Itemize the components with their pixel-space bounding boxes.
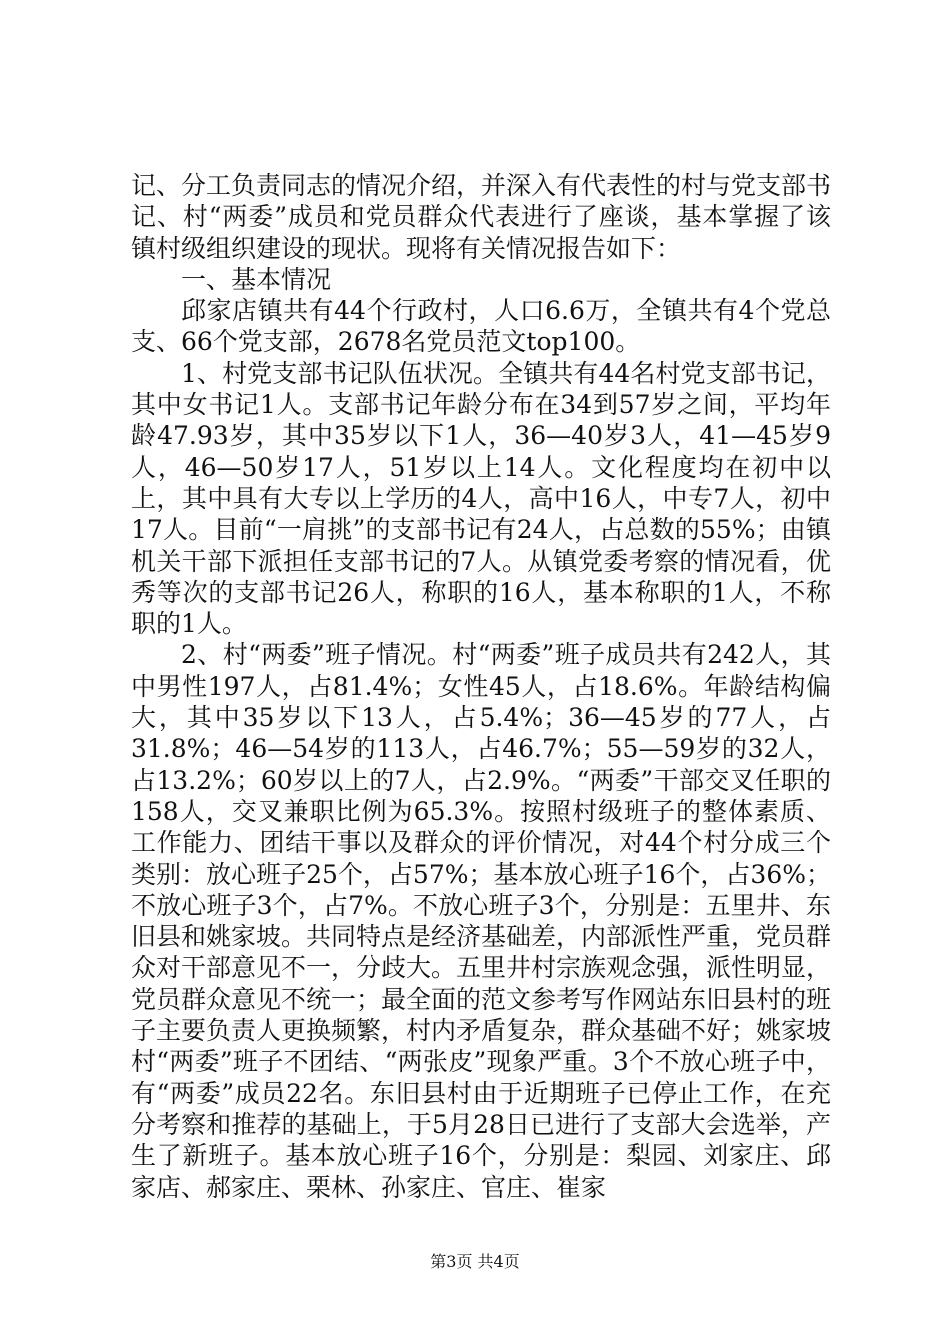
paragraph-two-committees: 2、村“两委”班子情况。村“两委”班子成员共有242人，其中男性197人，占81.4%；女性45人，占18.6%。年龄结构偏大，其中35岁以下13人，占5.4%；36—45岁的77人，占31.8%；46—54岁的113人，占46.7%；55—59岁的32人，占13.2%；60岁以上的7人，占2.9%。“两委”干部交叉任职的158人，交叉兼职比例为65.3%。按照村级班子的整体素质、工作能力、团结干事以及群众的评价情况，对44个村分成三个类别：放心班子25个，占57%；基本放心班子16个，占36%；不放心班子3个，占7%。不放心班子3个，分别是：五里井、东旧县和姚家坡。共同特点是经济基础差，内部派性严重，党员群众对干部意见不一，分歧大。五里井村宗族观念强，派性明显，党员群众意见不统一；最全面的范文参考写作网站东旧县村的班子主要负责人更换频繁，村内矛盾复杂，群众基础不好；姚家坡村“两委”班子不团结、“两张皮”现象严重。3个不放心班子中，有“两委”成员22名。东旧县村由于近期班子已停止工作，在充分考察和推荐的基础上，于5月28日已进行了支部大会选举，产生了新班子。基本放心班子16个，分别是：梨园、刘家庄、邱家店、郝家庄、栗林、孙家庄、官庄、崔家 (131, 640, 832, 1202)
section-heading-basic-situation: 一、基本情况 (181, 264, 332, 294)
paragraph-town-overview: 邱家店镇共有44个行政村，人口6.6万，全镇共有4个党总支、66个党支部，2678名党员范文top100。 (131, 296, 831, 357)
document-body (131, 170, 831, 1203)
paragraph-party-secretaries: 1、村党支部书记队伍状况。全镇共有44名村党支部书记，其中女书记1人。支部书记年龄分布在34到57岁之间，平均年龄47.93岁，其中35岁以下1人，36—40岁3人，41—45岁9人，46—50岁17人，51岁以上14人。文化程度均在初中以上，其中具有大专以上学历的4人，高中16人，中专7人，初中17人。目前“一肩挑”的支部书记有24人，占总数的55%；由镇机关干部下派担任支部书记的7人。从镇党委考察的情况看，优秀等次的支部书记26人，称职的16人，基本称职的1人，不称职的1人。 (131, 358, 831, 639)
page-footer: 第3页 共4页 (430, 1252, 520, 1271)
paragraph-intro-continuation: 记、分工负责同志的情况介绍，并深入有代表性的村与党支部书记、村“两委”成员和党员群众代表进行了座谈，基本掌握了该镇村级组织建设的现状。现将有关情况报告如下： (131, 171, 832, 263)
